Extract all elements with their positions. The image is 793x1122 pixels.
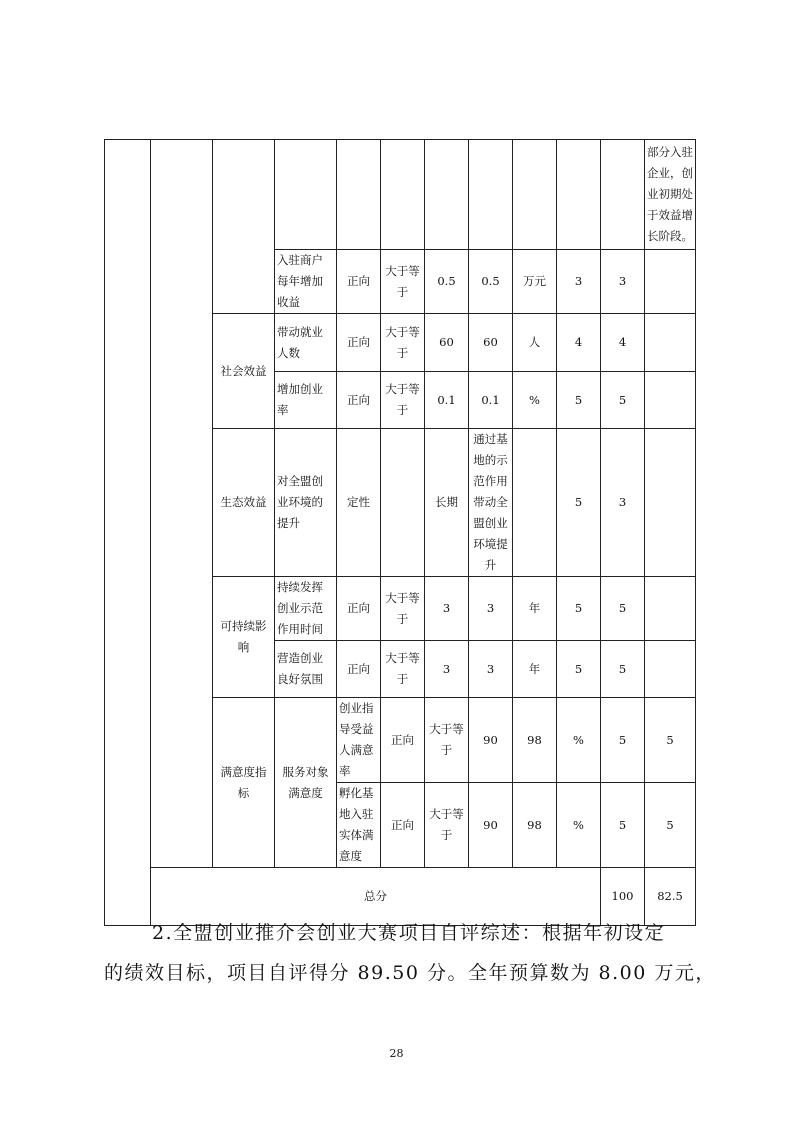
total-row [105, 868, 696, 926]
unit-cell: 年 [513, 577, 557, 641]
note-cell [645, 314, 696, 372]
unit-cell: % [557, 783, 601, 868]
actual-cell: 通过基地的示范作用带动全盟创业环境提升 [469, 429, 513, 577]
group-label: 满意度指标 [213, 698, 275, 868]
note-cell [645, 577, 696, 641]
op-cell: 大于等于 [425, 783, 469, 868]
weight-cell: 4 [557, 314, 601, 372]
op-cell: 大于等于 [381, 641, 425, 698]
target-cell: 3 [425, 577, 469, 641]
weight-cell: 5 [557, 372, 601, 429]
target-cell: 60 [425, 314, 469, 372]
target-cell: 0.1 [425, 372, 469, 429]
attr-cell: 正向 [381, 783, 425, 868]
score-cell: 5 [645, 783, 696, 868]
weight-cell: 5 [557, 577, 601, 641]
unit-cell: % [557, 698, 601, 783]
note-cell [645, 429, 696, 577]
attr-cell: 正向 [337, 641, 381, 698]
score-cell: 3 [601, 250, 645, 314]
blank-category-cell [105, 140, 151, 926]
note-cell [645, 250, 696, 314]
score-cell: 5 [601, 577, 645, 641]
attr-cell: 正向 [337, 372, 381, 429]
target-cell: 长期 [425, 429, 469, 577]
blank-level2-cell [213, 140, 275, 314]
score-cell: 5 [645, 698, 696, 783]
indicator-cell: 创业指导受益人满意率 [337, 698, 381, 783]
deduction-note: 部分入驻企业，创业初期处于效益增长阶段。 [645, 140, 696, 250]
op-cell: 大于等于 [381, 577, 425, 641]
actual-cell: 98 [513, 698, 557, 783]
unit-cell: % [513, 372, 557, 429]
actual-cell: 3 [469, 577, 513, 641]
attr-cell: 正向 [337, 577, 381, 641]
score-cell: 5 [601, 372, 645, 429]
indicator-cell: 对全盟创业环境的提升 [275, 429, 337, 577]
page-number: 28 [389, 1047, 404, 1060]
indicator-cell: 持续发挥创业示范作用时间 [275, 577, 337, 641]
table-row [105, 140, 696, 250]
weight-cell: 5 [601, 698, 645, 783]
weight-cell: 5 [601, 783, 645, 868]
unit-cell: 年 [513, 641, 557, 698]
op-cell: 大于等于 [381, 314, 425, 372]
total-score: 82.5 [645, 868, 696, 926]
indicator-cell: 增加创业率 [275, 372, 337, 429]
attr-cell: 正向 [381, 698, 425, 783]
op-cell: 大于等于 [381, 372, 425, 429]
target-cell: 90 [469, 783, 513, 868]
total-label: 总分 [151, 868, 601, 926]
actual-cell: 60 [469, 314, 513, 372]
group-label: 服务对象满意度 [275, 698, 337, 868]
group-label: 可持续影响 [213, 577, 275, 698]
unit-cell [513, 429, 557, 577]
indicator-cell: 孵化基地入驻实体满意度 [337, 783, 381, 868]
weight-cell: 3 [557, 250, 601, 314]
total-weight: 100 [601, 868, 645, 926]
actual-cell: 98 [513, 783, 557, 868]
actual-cell: 3 [469, 641, 513, 698]
note-cell [645, 372, 696, 429]
score-cell: 4 [601, 314, 645, 372]
note-cell [645, 641, 696, 698]
unit-cell: 万元 [513, 250, 557, 314]
target-cell: 90 [469, 698, 513, 783]
op-cell: 大于等于 [381, 250, 425, 314]
score-cell: 3 [601, 429, 645, 577]
actual-cell: 0.1 [469, 372, 513, 429]
blank-level1-cell [151, 140, 213, 868]
weight-cell: 5 [557, 429, 601, 577]
op-cell: 大于等于 [425, 698, 469, 783]
attr-cell: 正向 [337, 314, 381, 372]
score-cell: 5 [601, 641, 645, 698]
summary-paragraph-line2: 的绩效目标，项目自评得分 89.50 分。全年预算数为 8.00 万元， [104, 962, 716, 984]
weight-cell: 5 [557, 641, 601, 698]
performance-table [104, 139, 696, 926]
target-cell: 0.5 [425, 250, 469, 314]
unit-cell: 人 [513, 314, 557, 372]
group-label: 社会效益 [213, 314, 275, 429]
actual-cell: 0.5 [469, 250, 513, 314]
summary-paragraph-line1: 2.全盟创业推介会创业大赛项目自评综述：根据年初设定 [152, 922, 666, 944]
indicator-cell: 带动就业人数 [275, 314, 337, 372]
op-cell [381, 429, 425, 577]
attr-cell: 正向 [337, 250, 381, 314]
group-label: 生态效益 [213, 429, 275, 577]
indicator-cell: 入驻商户每年增加收益 [275, 250, 337, 314]
indicator-cell: 营造创业良好氛围 [275, 641, 337, 698]
attr-cell: 定性 [337, 429, 381, 577]
target-cell: 3 [425, 641, 469, 698]
